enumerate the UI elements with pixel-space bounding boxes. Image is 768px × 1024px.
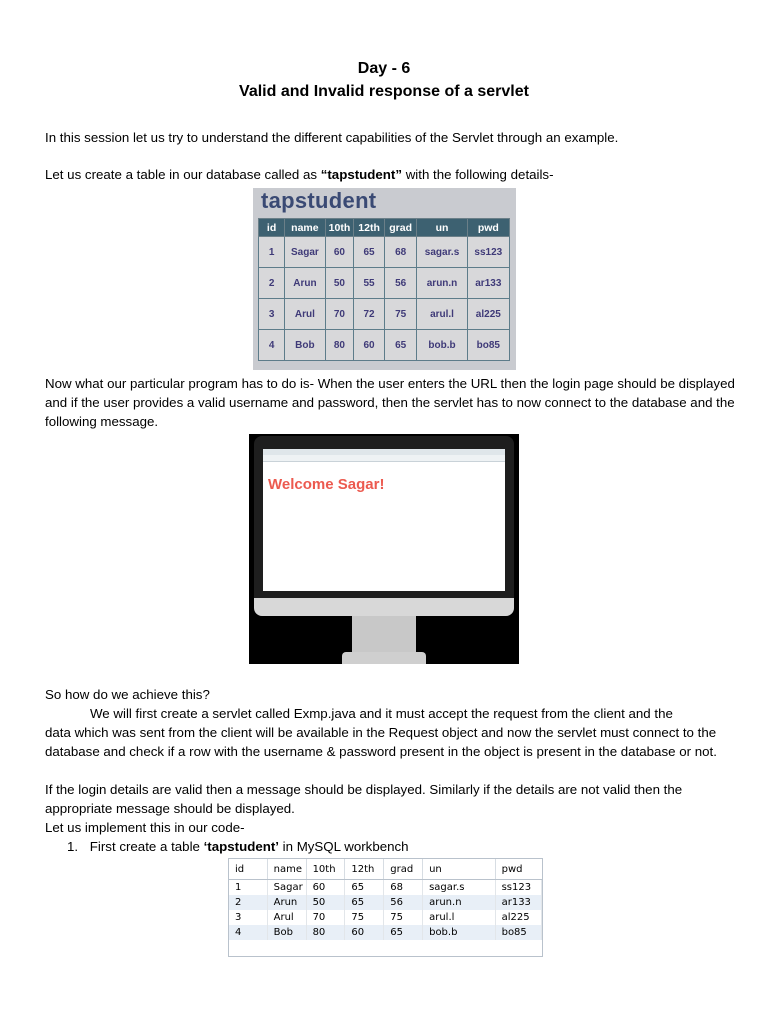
step-table-name: ‘tapstudent’ <box>203 839 279 854</box>
step-text: First create a table <box>89 839 204 854</box>
table-cell: 72 <box>354 299 385 330</box>
table-cell: Arul <box>285 299 325 330</box>
mysql-result-grid <box>228 858 543 957</box>
column-header: 10th <box>306 859 345 880</box>
create-table-paragraph <box>45 166 735 185</box>
table-cell: 4 <box>229 925 267 940</box>
table-cell: 60 <box>306 880 345 896</box>
step-number: 1. <box>67 839 79 854</box>
table-row <box>259 237 510 268</box>
table-cell: 50 <box>306 895 345 910</box>
table-cell: 55 <box>354 268 385 299</box>
valid-paragraph: If the login details are valid then a message should be displayed. Similarly if the details are not valid then the appropriate message should be displayed. <box>45 782 683 816</box>
browser-addressbar <box>263 455 505 462</box>
column-header: id <box>259 219 285 237</box>
create-table-text: Let us create a table in our database called as <box>45 167 321 182</box>
table-row <box>259 330 510 361</box>
table-cell: 1 <box>229 880 267 896</box>
table-cell: 2 <box>259 268 285 299</box>
table-cell: sagar.s <box>423 880 496 896</box>
table-cell: bob.b <box>423 925 496 940</box>
table-name: “tapstudent” <box>320 167 402 182</box>
table-cell: 65 <box>345 895 384 910</box>
monitor-chin <box>254 598 514 616</box>
table-cell: 65 <box>354 237 385 268</box>
table-cell: 65 <box>384 330 417 361</box>
table-cell: sagar.s <box>417 237 467 268</box>
table-cell: arun.n <box>417 268 467 299</box>
column-header: pwd <box>495 859 541 880</box>
table-cell: 2 <box>229 895 267 910</box>
table-cell: 68 <box>384 880 423 896</box>
column-header: un <box>423 859 496 880</box>
column-header: pwd <box>467 219 509 237</box>
table-cell: 1 <box>259 237 285 268</box>
how-explanation: data which was sent from the client will be available in the Request object and now the servlet must connect to the database and check if a row with the username & password present in the object is present in the database or not. <box>45 725 717 759</box>
program-description: Now what our particular program has to do is- When the user enters the URL then the login page should be displayed and if the user provides a valid username and password, then the servlet has to now connect to the database and the following message. <box>45 376 735 429</box>
monitor-image <box>249 434 519 664</box>
table-cell: ss123 <box>495 880 541 896</box>
create-table-text-end: with the following details- <box>402 167 554 182</box>
table-cell: 65 <box>384 925 423 940</box>
table-cell: 56 <box>384 895 423 910</box>
table-cell: Bob <box>267 925 306 940</box>
table-cell: 60 <box>325 237 354 268</box>
table-cell: 50 <box>325 268 354 299</box>
table-cell: 56 <box>384 268 417 299</box>
table-cell: 70 <box>325 299 354 330</box>
how-line-1: We will first create a servlet called Exmp.java and it must accept the request from the client and the <box>90 706 673 721</box>
table-cell: ar133 <box>467 268 509 299</box>
table-cell: 68 <box>384 237 417 268</box>
table-cell: bo85 <box>495 925 541 940</box>
table-cell: bo85 <box>467 330 509 361</box>
table-cell: arul.l <box>423 910 496 925</box>
table-cell: 60 <box>345 925 384 940</box>
implement-line: Let us implement this in our code- <box>45 820 245 835</box>
table-row <box>229 895 542 910</box>
table-cell: 3 <box>229 910 267 925</box>
column-header: grad <box>384 219 417 237</box>
table-cell: ar133 <box>495 895 541 910</box>
column-header: name <box>267 859 306 880</box>
table-row <box>229 925 542 940</box>
welcome-message: Welcome Sagar! <box>268 476 385 493</box>
table-cell: arun.n <box>423 895 496 910</box>
table-cell: Arun <box>285 268 325 299</box>
monitor-screen <box>263 449 505 591</box>
monitor-frame <box>254 436 514 616</box>
table-cell: Arun <box>267 895 306 910</box>
column-header: grad <box>384 859 423 880</box>
table-row <box>229 880 542 896</box>
column-header: id <box>229 859 267 880</box>
intro-paragraph: In this session let us try to understand the different capabilities of the Servlet through an example. <box>45 130 619 145</box>
table-cell: 80 <box>325 330 354 361</box>
step-text-end: in MySQL workbench <box>278 839 409 854</box>
monitor-stand-base <box>342 652 426 664</box>
table-cell: 60 <box>354 330 385 361</box>
table-cell: arul.l <box>417 299 467 330</box>
table-cell: 65 <box>345 880 384 896</box>
table-row <box>229 910 542 925</box>
column-header: un <box>417 219 467 237</box>
table-cell: 3 <box>259 299 285 330</box>
table-row <box>259 268 510 299</box>
column-header: 10th <box>325 219 354 237</box>
column-header: name <box>285 219 325 237</box>
table-image-grid <box>258 218 510 361</box>
table-cell: Sagar <box>267 880 306 896</box>
table-cell: ss123 <box>467 237 509 268</box>
table-cell: bob.b <box>417 330 467 361</box>
table-cell: 75 <box>384 910 423 925</box>
table-cell: 75 <box>384 299 417 330</box>
table-cell: al225 <box>495 910 541 925</box>
tapstudent-table-image <box>253 188 516 370</box>
table-cell: 70 <box>306 910 345 925</box>
table-image-title: tapstudent <box>261 188 377 213</box>
table-cell: al225 <box>467 299 509 330</box>
how-question: So how do we achieve this? <box>45 687 210 702</box>
table-cell: 4 <box>259 330 285 361</box>
step-1 <box>67 838 727 857</box>
table-cell: 75 <box>345 910 384 925</box>
table-cell: 80 <box>306 925 345 940</box>
table-row <box>259 299 510 330</box>
column-header: 12th <box>354 219 385 237</box>
table-cell: Bob <box>285 330 325 361</box>
table-cell: Sagar <box>285 237 325 268</box>
mysql-table <box>229 859 542 940</box>
column-header: 12th <box>345 859 384 880</box>
table-cell: Arul <box>267 910 306 925</box>
page-title: Valid and Invalid response of a servlet <box>239 83 529 100</box>
day-heading: Day - 6 <box>357 60 411 77</box>
